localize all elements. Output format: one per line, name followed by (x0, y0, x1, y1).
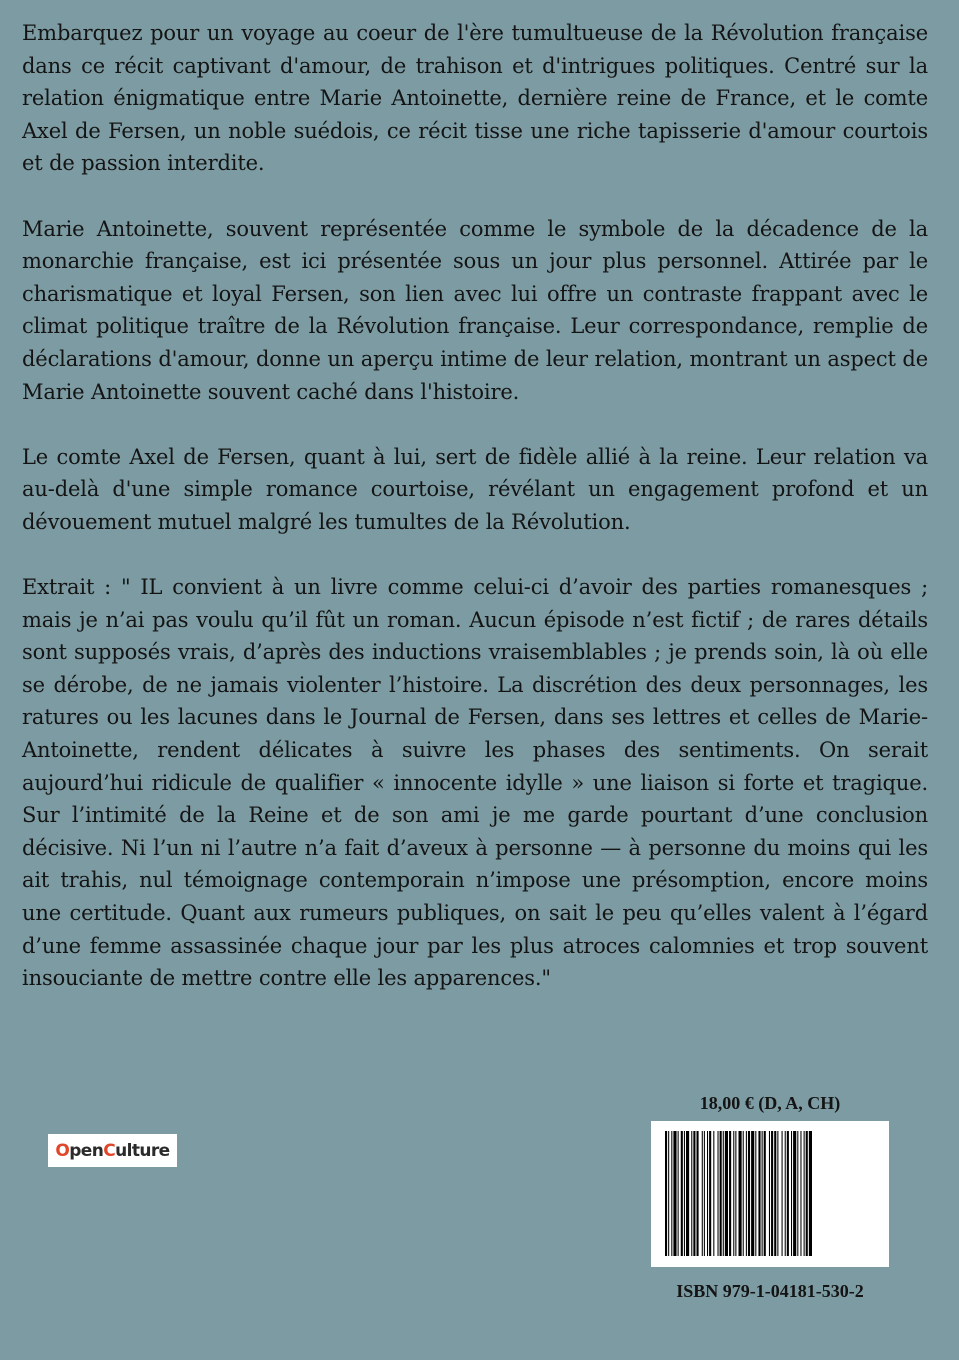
barcode-bar (671, 1131, 672, 1256)
synopsis-paragraph-3: Le comte Axel de Fersen, quant à lui, sert de fidèle allié à la reine. Leur relation va au-delà d'une simple romance courtoise, révélant un engagement profond et un dévouement mutuel malgré les tumultes de la Révolution. (22, 444, 928, 534)
barcode-bar (718, 1131, 719, 1256)
barcode-bar (704, 1131, 705, 1256)
barcode-bar (774, 1131, 776, 1256)
barcode-bars (665, 1131, 875, 1256)
barcode-bar (755, 1131, 756, 1256)
barcode-bar (686, 1131, 689, 1256)
barcode-bar (713, 1131, 714, 1256)
barcode-bar (782, 1131, 783, 1256)
barcode-bar (764, 1131, 766, 1256)
barcode-bar (800, 1131, 801, 1256)
barcode-bar (769, 1131, 770, 1256)
price-label: 18,00 € (D, A, CH) (699, 1093, 841, 1113)
barcode-bar (739, 1131, 742, 1256)
barcode-bar (707, 1131, 708, 1256)
barcode-bar (709, 1131, 711, 1256)
barcode-bar (733, 1131, 734, 1256)
barcode-bar (723, 1131, 724, 1256)
barcode-bar (678, 1131, 679, 1256)
barcode-bar (693, 1131, 695, 1256)
barcode-bar (806, 1131, 808, 1256)
barcode-bar (691, 1131, 692, 1256)
barcode (651, 1121, 889, 1267)
barcode-bar (684, 1131, 685, 1256)
barcode-bar (702, 1131, 703, 1256)
barcode-bar (809, 1131, 812, 1256)
synopsis-paragraph-1: Embarquez pour un voyage au coeur de l'ère tumultueuse de la Révolution française dans ce récit captivant d'amour, de trahison et d'intrigues politiques. Centré sur la relation énigmatique entre Marie Antoinette, dernière reine de France, et le comte Axel de Fersen, un noble suédois, ce récit tisse une riche tapisserie d'amour courtois et de passion interdite. (22, 21, 928, 176)
synopsis-paragraph-2: Marie Antoinette, souvent représentée comme le symbole de la décadence de la monarchie française, est ici présentée sous un jour plus personnel. Attirée par le charismatique et loyal Fersen, son lien avec lui offre un contraste frappant avec le climat politique traître de la Révolution française. Leur correspondance, remplie de déclarations d'amour, donne un aperçu intime de leur relation, montrant un aspect de Marie Antoinette souvent caché dans l'histoire. (22, 216, 928, 404)
back-cover-text (22, 17, 928, 995)
barcode-bar (804, 1131, 805, 1256)
barcode-bar (758, 1131, 760, 1256)
barcode-bar (748, 1131, 750, 1256)
isbn-label: ISBN 979-1-04181-530-2 (676, 1281, 864, 1301)
barcode-bar (697, 1131, 699, 1256)
barcode-bar (771, 1131, 773, 1256)
barcode-bar (787, 1131, 789, 1256)
barcode-bar (746, 1131, 747, 1256)
barcode-bar (729, 1131, 731, 1256)
barcode-bar (725, 1131, 728, 1256)
barcode-bar (665, 1131, 667, 1256)
barcode-bar (791, 1131, 792, 1256)
barcode-bar (720, 1131, 722, 1256)
barcode-bar (673, 1131, 676, 1256)
barcode-bar (668, 1131, 669, 1256)
barcode-bar (743, 1131, 744, 1256)
barcode-bar (762, 1131, 763, 1256)
barcode-bar (777, 1131, 778, 1256)
barcode-bar (785, 1131, 786, 1256)
barcode-bar (735, 1131, 736, 1256)
barcode-bar (797, 1131, 798, 1256)
barcode-bar (751, 1131, 754, 1256)
barcode-bar (793, 1131, 796, 1256)
excerpt-paragraph: Extrait : " IL convient à un livre comme celui-ci d’avoir des parties romanesques ; mais je n’ai pas voulu qu’il fût un roman. Aucun épisode n’est fictif ; de rares détails sont supposés vrais, d’après des inductions vraisemblables ; je prends soin, là où elle se dérobe, de ne jamais violenter l’histoire. La discrétion des deux personnages, les ratures ou les lacunes dans le Journal de Fersen, dans ses lettres et celles de Marie-Antoinette, rendent délicates à suivre les phases des sentiments. On serait aujourd’hui ridicule de qualifier « innocente idylle » une liaison si forte et tragique. Sur l’intimité de la Reine et de son ami je me garde pourtant d’une conclusion décisive. Ni l’un ni l’autre n’a fait d’aveux à personne — à personne du moins qui les ait trahis, nul témoignage contemporain n’impose une présomption, encore moins une certitude. Quant aux rumeurs publiques, on sait le peu qu’elles valent à l’égard d’une femme assassinée chaque jour par les plus atroces calomnies et trop souvent insouciante de mettre contre elle les apparences." (22, 575, 928, 991)
barcode-bar (681, 1131, 683, 1256)
openculture-logo: O pen C ulture (48, 1134, 177, 1167)
